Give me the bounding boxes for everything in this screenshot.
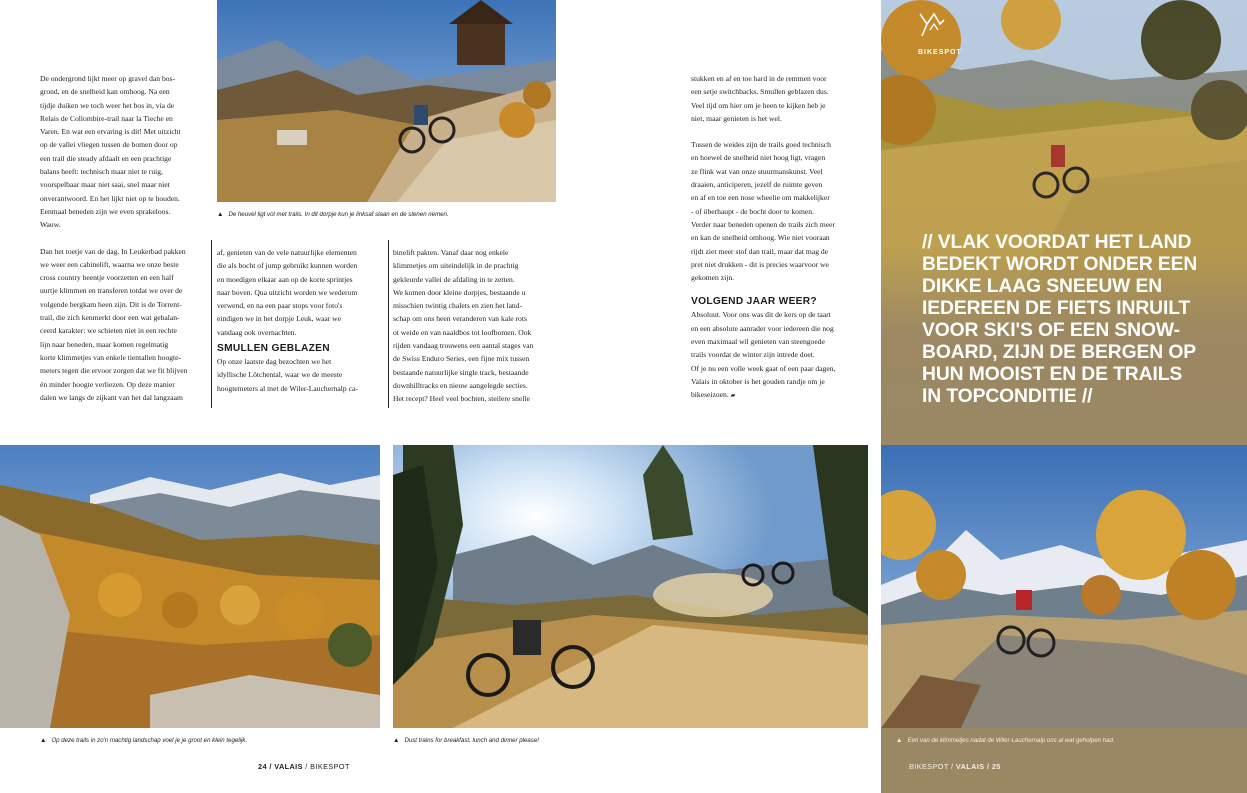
photo-chalet-trail <box>217 0 556 202</box>
pull-quote: // VLAK VOORDAT HET LAND BEDEKT WORDT ONDER EEN DIKKE LAAG SNEEUW EN IEDEREEN DE FIETS INRUILT VOOR SKI'S OF EEN SNOW- BOARD, ZIJN DE BERGEN OP HUN MOOIST EN DE TRAILS IN TOPCONDITIE // <box>922 232 1198 407</box>
text-column-4 <box>691 72 863 404</box>
caption-bottom-left: ▲ Op deze trails in zo'n machtig landschap voel je je groot en klein tegelijk. <box>40 737 248 744</box>
brand-label: BIKESPOT <box>918 49 962 56</box>
column-divider <box>388 240 389 408</box>
caption-top-photo: ▲ De heuvel ligt vol met trails. In dit dorpje kun je linksaf slaan en de stenen nemen. <box>217 211 449 218</box>
caption-bottom-mid: ▲ Dust trains for breakfast, lunch and dinner please! <box>393 737 539 744</box>
paragraph: Absoluut. Voor ons was dit de kers op de taart en een absolute aanrader voor iedereen die nog even maximaal wil genieten van steengoede trails voordat de winter zijn intrede doet. Of je nu een volle week gaat of een paar dagen, Valais in oktober is het gouden randje om je bikeseizoen. ▰ <box>691 310 836 400</box>
category-name: BIKESPOT <box>310 762 350 771</box>
section-heading: SMULLEN GEBLAZEN <box>217 343 330 355</box>
column-divider <box>211 240 212 408</box>
text-column-3 <box>393 246 561 406</box>
photo-dust-train <box>393 445 868 728</box>
paragraph: Op onze laatste dag bezochten we het idyllische Lötchental, waar we de meeste hoogtemeters al met de Wiler-Lauchernalp ca- <box>217 357 358 393</box>
section-name: VALAIS <box>274 762 303 771</box>
paragraph: De ondergrond lijkt meer op gravel dan bos- grond, en de snelheid kan omhoog. Na een tijdje duiken we toch weer het bos in, via de Relais de Collombire-trail naar la Tieche en Varen. En wat een ervaring is dit! Met uitzicht op de vallei vliegen tussen de bomen door op een trail die steady afdaalt en een prachtige balans heeft: technisch maar niet te ruig, voorspelbaar maar niet saai, snel maar niet onverantwoord. En het lijkt niet op te houden. Eenmaal beneden zijn we even sprakeloos. Wauw. <box>40 74 181 230</box>
paragraph: af, genieten van de vele natuurlijke elementen die als bocht of jump gebruikt kunnen worden en moedigen elkaar aan op de korte sprintjes naar boven. Qua uitzicht worden we wederom verwend, en na een paar stops voor foto's eindigen we in het dorpje Leuk, waar we vandaag ook overnachten. <box>217 248 358 337</box>
bikespot-logo <box>918 10 962 56</box>
paragraph: Dan het toetje van de dag. In Leukerbad pakken we weer een cabinelift, waarna we onze beste cross country beentje voorzetten en een half uurtje klimmen en transferen totdat we over de volgende bergkam heen zijn. Dit is de Torrent- trail, die zich kenmerkt door een wat gebalan- ceerd karakter: we schieten niet in een rechte lijn naar beneden, maar komen regelmatig korte klimmetjes van enkele tientallen hoogte- meters tegen die ervoor zorgen dat we fit blijven én minder hoogte verliezen. Op deze manier dalen we langs de zijkant van het dal langzaam <box>40 246 188 402</box>
paragraph: stukken en af en toe hard in de remmen voor een setje switchbacks. Smullen geblazen dus. Veel tijd om hier om je heen te kijken heb je niet, maar genieten is het wel. <box>691 74 829 123</box>
end-mark-icon: ▰ <box>730 393 736 400</box>
triangle-icon: ▲ <box>217 211 224 218</box>
paragraph: binelift pakten. Vanaf daar nog enkele klimmetjes om uiteindelijk in de prachtig gekleurde vallei de afdaling in te zetten. We komen door kleine dorpjes, bestaande u misschien twintig chalets en zien het land- schap om ons heen veranderen van kale rots ot weide en van naaldbos tot loofbomen. Ook rijden vandaag trouwens een aantal stages van de Swiss Enduro Series, een fijne mix tussen bestaande natuurlijke single track, bestaande downhilltracks en nieuw aangelegde secties. Het recept? Heel veel bochten, steilere snelle <box>393 248 534 404</box>
triangle-icon: ▲ <box>896 737 903 744</box>
photo-rocky-climb <box>881 445 1247 728</box>
text-column-2 <box>217 246 387 395</box>
paragraph: Tussen de weides zijn de trails goed technisch en hoewel de snelheid niet hoog ligt, vragen ze flink wat van onze stuurmanskunst. Veel draaien, anticiperen, jezelf de ruimte geven en af en toe een nose wheelie om makkelijker - of überhaupt - de bocht door te komen. Verder naar beneden openen de trails zich meer en kan de snelheid omhoog. Wie niet vooraan rijdt ziet meer stof dan trail, maar dat mag de pret niet drukken - dit is precies waarvoor we gekomen zijn. <box>691 140 835 283</box>
page-footer-right: BIKESPOT / VALAIS / 25 <box>909 762 1001 771</box>
page-number: 24 <box>258 762 267 771</box>
mountain-logo-icon <box>918 10 946 40</box>
page-number: 25 <box>991 762 1001 771</box>
triangle-icon: ▲ <box>393 737 400 744</box>
page-footer-left: 24 / VALAIS / BIKESPOT <box>258 762 350 771</box>
text-column-1 <box>40 72 212 404</box>
section-name: VALAIS <box>955 762 985 771</box>
caption-right: ▲ Een van de klimmetjes nadat de Wiler-Lauchernalp ons al wat geholpen had. <box>896 737 1115 744</box>
photo-larch-valley <box>0 445 380 728</box>
triangle-icon: ▲ <box>40 737 47 744</box>
category-name: BIKESPOT <box>909 762 949 771</box>
section-heading: VOLGEND JAAR WEER? <box>691 296 817 308</box>
